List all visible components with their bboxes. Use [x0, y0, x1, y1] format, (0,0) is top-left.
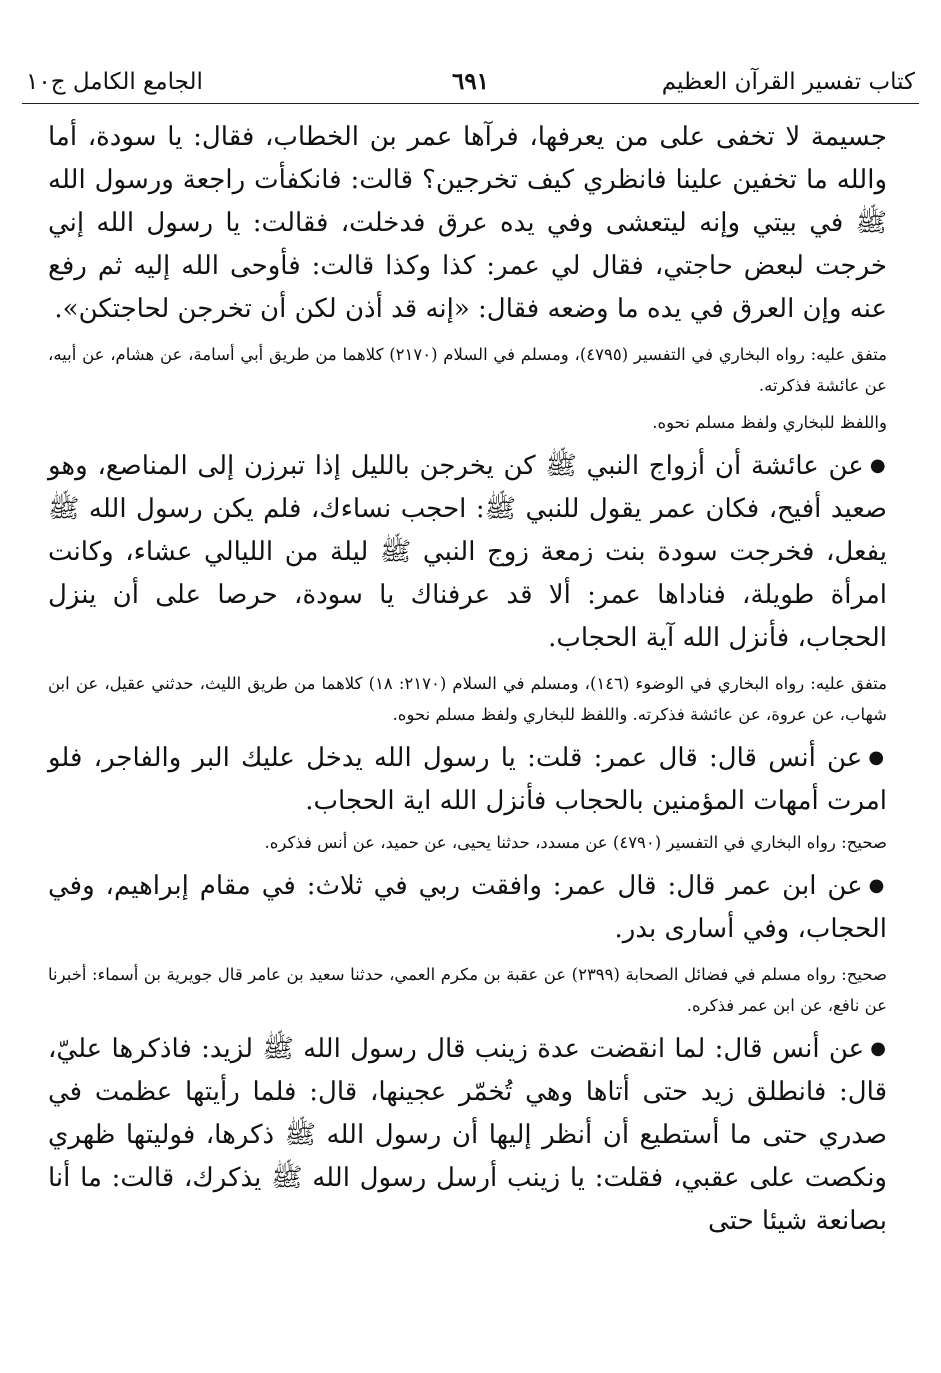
- takhrij-note: [48, 339, 887, 401]
- note-text: متفق عليه: رواه البخاري في التفسير (٤٧٩٥)، ومسلم في السلام (٢١٧٠) كلاهما من طريق أبي أسامة، عن هشام، عن أبيه، عن عائشة فذكرته.: [48, 345, 887, 395]
- header-rule: [22, 103, 919, 104]
- note-text: صحيح: رواه البخاري في التفسير (٤٧٩٠) عن مسدد، حدثنا يحيى، عن حميد، عن أنس فذكره.: [264, 833, 887, 852]
- hadith-text: جسيمة لا تخفى على من يعرفها، فرآها عمر بن الخطاب، فقال: يا سودة، أما والله ما تخفين علينا فانظري كيف تخرجين؟ قالت: فانكفأت راجعة ورسول الله ﷺ في بيتي وإنه ليتعشى وفي يده عرق فدخلت، فقالت: يا رسول الله إني خرجت لبعض حاجتي، فقال لي عمر: كذا وكذا قالت: فأوحى الله إليه ثم رفع عنه وإن العرق في يده ما وضعه فقال: «إنه قد أذن لكن أن تخرجن لحاجتكن».: [48, 122, 887, 324]
- note-text: صحيح: رواه مسلم في فضائل الصحابة (٢٣٩٩) عن عقبة بن مكرم العمي، حدثنا سعيد بن عامر قال جويرية بن أسماء: أخبرنا عن نافع، عن ابن عمر فذكره.: [48, 965, 887, 1015]
- hadith-text: عن أنس قال: لما انقضت عدة زينب قال رسول الله ﷺ لزيد: فاذكرها عليّ، قال: فانطلق زيد حتى أتاها وهي تُخمّر عجينها، قال: فلما رأيتها عظمت في صدري حتى ما أستطيع أن أنظر إليها أن رسول الله ﷺ ذكرها، فوليتها ظهري ونكصت على عقبي، فقلت: يا زينب أرسل رسول الله ﷺ يذكرك، قالت: ما أنا بصانعة شيئا حتى: [48, 1034, 887, 1236]
- hadith-paragraph: [48, 116, 887, 331]
- hadith-paragraph: [48, 864, 887, 951]
- hadith-text: عن عائشة أن أزواج النبي ﷺ كن يخرجن بالليل إذا تبرزن إلى المناصع، وهو صعيد أفيح، فكان عمر يقول للنبي ﷺ: احجب نساءك، فلم يكن رسول الله ﷺ يفعل، فخرجت سودة بنت زمعة زوج النبي ﷺ ليلة من الليالي عشاء، وكانت امرأة طويلة، فناداها عمر: ألا قد عرفناك يا سودة، حرصا على أن ينزل الحجاب، فأنزل الله آية الحجاب.: [48, 451, 887, 653]
- takhrij-note: [48, 668, 887, 730]
- note-text: واللفظ للبخاري ولفظ مسلم نحوه.: [652, 413, 887, 432]
- page-body: [48, 116, 887, 1243]
- hadith-text: عن أنس قال: قال عمر: قلت: يا رسول الله يدخل عليك البر والفاجر، فلو امرت أمهات المؤمنين بالحجاب فأنزل الله اية الحجاب.: [48, 743, 887, 816]
- bullet-marker: ●: [870, 1038, 887, 1059]
- hadith-paragraph: [48, 444, 887, 660]
- volume-label: الجامع الكامل ج١٠: [26, 69, 203, 95]
- page-number: ٦٩١: [451, 68, 490, 95]
- hadith-text: عن ابن عمر قال: قال عمر: وافقت ربي في ثلاث: في مقام إبراهيم، وفي الحجاب، وفي أسارى بدر.: [48, 871, 887, 944]
- takhrij-note: [48, 407, 887, 438]
- bullet-marker: ●: [868, 875, 887, 896]
- note-text: متفق عليه: رواه البخاري في الوضوء (١٤٦)، ومسلم في السلام (٢١٧٠: ١٨) كلاهما من طريق الليث، حدثني عقيل، عن ابن شهاب، عن عروة، عن عائشة فذكرته. واللفظ للبخاري ولفظ مسلم نحوه.: [48, 674, 887, 724]
- page-header: [22, 62, 919, 106]
- bullet-marker: ●: [869, 455, 887, 476]
- bullet-marker: ●: [868, 747, 887, 768]
- hadith-paragraph: [48, 736, 887, 823]
- takhrij-note: [48, 827, 887, 858]
- takhrij-note: [48, 959, 887, 1021]
- book-title: كتاب تفسير القرآن العظيم: [661, 69, 915, 95]
- hadith-paragraph: [48, 1027, 887, 1243]
